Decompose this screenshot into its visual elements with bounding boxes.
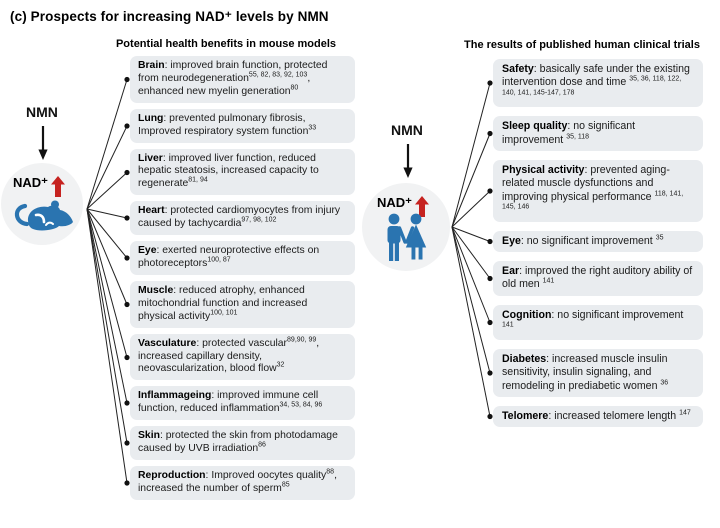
reference-superscript: 35, 36, 118, 122, 140, 141, 145-147, 178	[502, 75, 682, 97]
connector-dot	[124, 215, 129, 220]
info-box	[130, 466, 355, 500]
box-description: : improved liver function, reduced hepatic steatosis, increased capacity to regenerate$^{81, 94}$	[138, 152, 319, 190]
nmn-label-right: NMN	[391, 122, 423, 138]
connector-dot	[124, 302, 129, 307]
reference-superscript: 141	[542, 277, 555, 285]
connector-dot	[487, 131, 492, 136]
reference-superscript: 147	[679, 409, 691, 417]
box-description: : no significant improvement $^{35}$	[520, 234, 664, 247]
left-column-header: Potential health benefits in mouse models	[115, 38, 337, 50]
box-description: : prevented aging-related muscle dysfunctions and improving physical performance $^{118, 141, 145, 146}$	[502, 164, 684, 211]
connector-dot	[487, 370, 492, 375]
info-box	[493, 160, 703, 222]
page-title: (c) Prospects for increasing NAD⁺ levels by NMN	[10, 9, 329, 24]
box-term: Safety	[502, 63, 534, 75]
box-term: Eye	[138, 245, 157, 257]
info-box	[493, 261, 703, 296]
box-term: Reproduction	[138, 469, 206, 481]
info-box	[130, 386, 355, 420]
info-box	[493, 406, 703, 427]
reference-superscript: 32	[276, 361, 285, 369]
info-box	[130, 56, 355, 103]
info-box	[493, 59, 703, 107]
box-term: Skin	[138, 430, 160, 442]
box-description: : improved immune cell function, reduced inflammation$^{34, 53, 84, 96}$	[138, 390, 323, 415]
reference-superscript: 33	[308, 124, 317, 132]
nad-label: NAD⁺	[13, 175, 49, 190]
box-term: Inflammageing	[138, 390, 212, 402]
info-box	[493, 305, 703, 340]
connector-dot	[487, 276, 492, 281]
nad-row	[13, 176, 65, 197]
connector-dot	[124, 170, 129, 175]
info-box	[493, 116, 703, 151]
info-box	[493, 231, 703, 252]
mouse-benefit-boxes	[130, 56, 355, 500]
box-term: Heart	[138, 205, 165, 217]
info-box	[130, 241, 355, 275]
box-term: Sleep quality	[502, 120, 568, 133]
box-description: : basically safe under the existing intervention dose and time $^{35, 36, 118, 122, 140, 141, 145-147, 178}$	[502, 63, 690, 97]
nmn-label-left: NMN	[26, 104, 58, 120]
box-term: Eye	[502, 234, 521, 247]
box-description: : Improved oocytes quality$^{88}$, increased the number of sperm$^{85}$	[138, 468, 337, 494]
mouse-icon	[10, 196, 74, 238]
box-term: Ear	[502, 265, 520, 278]
reference-superscript: 36	[660, 378, 669, 386]
red-up-arrow-icon	[51, 176, 65, 197]
connector-dot	[487, 320, 492, 325]
box-description: : increased muscle insulin sensitivity, insulin signaling, and remodeling in prediabetic women $^{36}$	[502, 352, 669, 392]
info-box	[130, 426, 355, 460]
box-description: : reduced atrophy, enhanced mitochondrial function and increased physical activity$^{100, 101}$	[138, 284, 308, 322]
box-term: Muscle	[138, 284, 174, 296]
reference-superscript: 141	[502, 321, 514, 329]
connector-dot	[124, 77, 129, 82]
reference-superscript: 89,90, 99	[287, 336, 317, 344]
connector-dot	[487, 239, 492, 244]
connector-dot	[124, 255, 129, 260]
connector-dot	[487, 80, 492, 85]
info-box	[130, 149, 355, 196]
info-box	[130, 334, 355, 381]
nad-circle-people	[362, 183, 450, 271]
box-term: Telomere	[502, 409, 549, 422]
reference-superscript: 35, 118	[566, 133, 590, 141]
info-box	[130, 201, 355, 235]
connector-dot	[124, 355, 129, 360]
reference-superscript: 80	[290, 84, 299, 92]
box-description: : exerted neuroprotective effects on photoreceptors$^{100, 87}$	[138, 245, 320, 269]
box-description: : prevented pulmonary fibrosis, Improved respiratory system function$^{33}$	[138, 112, 317, 137]
reference-superscript: 100, 87	[207, 256, 231, 264]
box-description: : improved the right auditory ability of old men $^{141}$	[502, 265, 693, 291]
info-box	[130, 281, 355, 328]
box-term: Diabetes	[502, 352, 547, 365]
nad-circle-mouse	[1, 163, 83, 245]
box-description: : protected the skin from photodamage caused by UVB irradiation$^{86}$	[138, 430, 338, 455]
down-arrow-icon	[402, 144, 414, 178]
down-arrow-icon	[37, 126, 49, 160]
human-trial-boxes	[493, 59, 703, 427]
box-description: : protected vascular$^{89,90, 99}$, increased capillary density, neovascularization, blood flow$^{32}$	[138, 336, 320, 375]
info-box	[130, 109, 355, 143]
info-box	[493, 349, 703, 397]
reference-superscript: 35	[655, 234, 664, 242]
box-term: Cognition	[502, 308, 552, 321]
connector-dot	[124, 400, 129, 405]
reference-superscript: 100, 101	[210, 309, 238, 317]
connector-dot	[487, 188, 492, 193]
reference-superscript: 88	[326, 468, 335, 476]
box-description: : improved brain function, protected from neurodegeneration$^{55, 82, 83, 92, 103}$, enhanced new myelin generation$^{80}$	[138, 60, 328, 97]
connector-dot	[124, 480, 129, 485]
box-description: : protected cardiomyocytes from injury caused by tachycardia$^{97, 98, 102}$	[138, 205, 341, 230]
reference-superscript: 55, 82, 83, 92, 103	[248, 71, 308, 79]
box-term: Vasculature	[138, 337, 197, 349]
connector-dot	[487, 414, 492, 419]
box-description: : no significant improvement $^{35, 118}$	[502, 120, 636, 146]
reference-superscript: 85	[281, 481, 290, 489]
box-term: Liver	[138, 152, 163, 164]
people-icon	[382, 213, 430, 265]
reference-superscript: 118, 141, 145, 146	[502, 190, 684, 211]
reference-superscript: 97, 98, 102	[241, 216, 277, 224]
right-column-header: The results of published human clinical trials	[464, 39, 700, 51]
box-description: : increased telomere length $^{147}$	[548, 409, 691, 422]
box-term: Lung	[138, 112, 164, 124]
reference-superscript: 34, 53, 84, 96	[279, 401, 323, 409]
nad-label: NAD⁺	[377, 195, 413, 210]
connector-dot	[124, 123, 129, 128]
reference-superscript: 86	[258, 441, 266, 449]
reference-superscript: 81, 94	[188, 176, 208, 184]
box-term: Physical activity	[502, 164, 585, 177]
connector-dot	[124, 440, 129, 445]
box-term: Brain	[138, 60, 165, 71]
box-description: : no significant improvement $^{141}$	[502, 308, 684, 329]
